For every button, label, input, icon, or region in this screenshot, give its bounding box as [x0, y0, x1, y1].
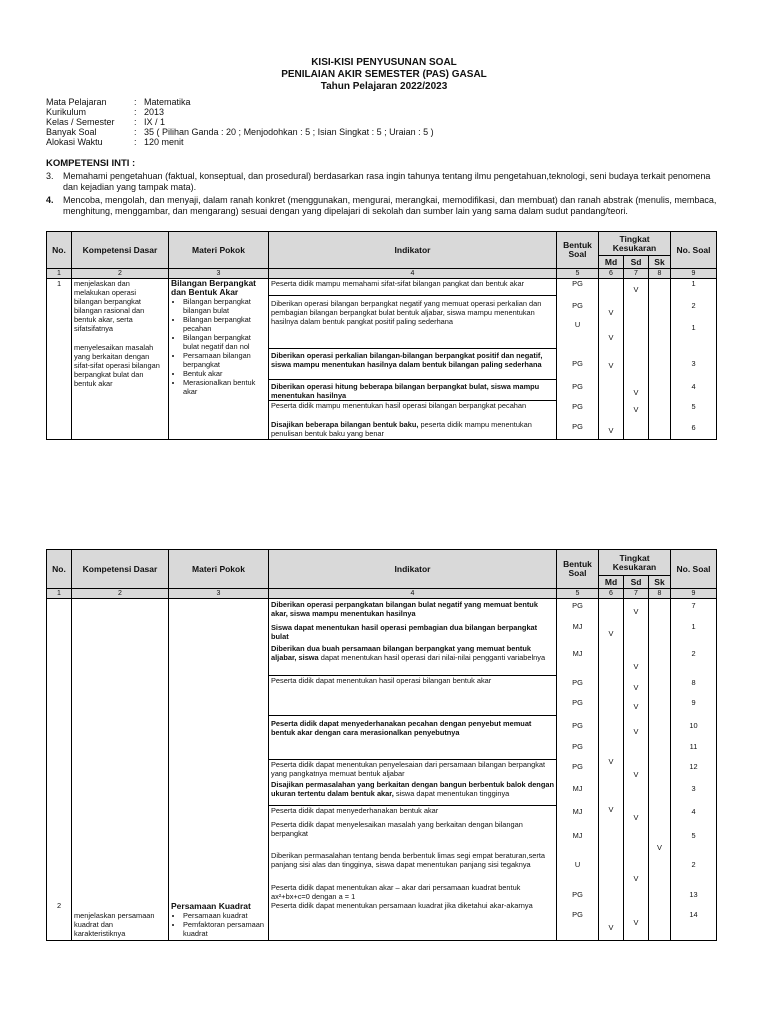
- ki-text-cont: menghitung, menggambar, dan mengarang) sesuai dengan yang dipelajari di sekolah dan sumber lain yang sama dalam sudut pandang/teori.: [63, 206, 628, 216]
- mp-item: • Bilangan berpangkat bilangan bulat: [183, 297, 266, 315]
- nosoal-value: 1: [691, 323, 696, 332]
- meta-value: 2013: [144, 107, 165, 117]
- col-kd-header: Kompetensi Dasar: [72, 232, 169, 269]
- indikator-text: Peserta didik dapat menentukan persamaan kuadrat jika diketahui akar-akarnya: [271, 901, 533, 910]
- bentuk-value: MJ: [572, 831, 583, 840]
- meta-row: [46, 117, 434, 127]
- row-number: 2: [47, 599, 72, 941]
- mp-item: • Bilangan berpangkat pecahan: [183, 315, 266, 333]
- col-no-header: No.: [47, 550, 72, 589]
- sk-check: V: [657, 843, 662, 852]
- col-mp-header: Materi Pokok: [169, 232, 269, 269]
- col-md-header: Md: [599, 576, 624, 589]
- bentuk-value: U: [574, 320, 581, 329]
- nosoal-value: 4: [691, 807, 696, 816]
- ki-text: Mencoba, mengolah, dan menyaji, dalam ranah konkret (menggunakan, mengurai, merangkai, memodifikasi, dan membuat) dan ranah abstrak (menulis, membaca,: [63, 195, 717, 205]
- col-mp-header: Materi Pokok: [169, 550, 269, 589]
- nosoal-value: 1: [691, 279, 696, 288]
- indikator-text: Diberikan permasalahan tentang benda berbentuk limas segi empat beraturan,serta panjang sisi alas dan tingginya, siswa dapat menentukan panjang sisi tegaknya: [271, 851, 546, 869]
- md-check: V: [608, 426, 614, 435]
- sd-check: V: [633, 662, 639, 671]
- nosoal-value: 12: [689, 762, 698, 771]
- sd-check: V: [633, 770, 639, 779]
- index-cell: 6: [599, 589, 624, 599]
- table-row: [47, 599, 717, 941]
- doc-year: Tahun Pelajaran 2022/2023: [320, 81, 448, 92]
- indikator-text: Peserta didik dapat menyederhanakan bentuk akar: [271, 806, 439, 815]
- indikator-cell-text: [269, 420, 556, 439]
- kd-text: menyelesaikan masalah yang berkaitan dengan sifat-sifat operasi bilangan berpangkat bulat dan bentuk akar: [74, 343, 160, 388]
- md-check: V: [608, 333, 614, 342]
- indikator-text: Diberikan operasi perkalian bilangan-bilangan berpangkat positif dan negatif, siswa mampu menentukan hasilnya dalam bentuk bilangan paling sederhana: [269, 349, 556, 380]
- nosoal-cell: [671, 599, 717, 941]
- sd-check: V: [633, 918, 639, 927]
- sd-cell: [624, 599, 649, 941]
- nosoal-value: 3: [691, 784, 696, 793]
- nosoal-value: 10: [689, 721, 698, 730]
- indikator-text: Siswa dapat menentukan hasil operasi pembagian dua bilangan berpangkat bulat: [271, 623, 538, 641]
- bentuk-value: MJ: [572, 622, 583, 631]
- bentuk-value: MJ: [572, 784, 583, 793]
- nosoal-value: 6: [691, 423, 696, 432]
- indikator-text: peserta didik mampu menentukan penulisan bentuk baku yang benar: [271, 420, 532, 438]
- meta-label: Mata Pelajaran: [46, 97, 107, 107]
- kd-text: menjelaskan dan melakukan operasi bilangan berpangkat bilangan rasional dan bentuk akar, serta sifatsifatnya: [74, 279, 145, 333]
- mp-cell: [169, 599, 269, 941]
- indikator-text: Peserta didik mampu menentukan hasil operasi bilangan berpangkat pecahan: [271, 401, 527, 410]
- index-cell: 3: [169, 269, 269, 279]
- meta-sep: :: [134, 117, 137, 127]
- mp-list: [171, 297, 266, 396]
- bentuk-value: PG: [572, 279, 583, 288]
- nosoal-value: 9: [691, 698, 696, 707]
- meta-sep: :: [134, 127, 137, 137]
- index-cell: 7: [624, 589, 649, 599]
- bentuk-value: PG: [572, 762, 583, 771]
- bentuk-value: MJ: [572, 807, 583, 816]
- indikator-text: Diberikan operasi hitung beberapa bilangan berpangkat bulat, siswa mampu menentukan hasilnya: [269, 380, 556, 401]
- sd-check: V: [633, 607, 639, 616]
- index-cell: 4: [269, 589, 557, 599]
- indikator-text: Diberikan operasi bilangan berpangkat negatif yang memuat operasi perkalian dan pembagian bilangan berpangkat bulat bentuk aljabar, siswa mampu menentukan hasilnya dalam bentuk pangkat positif paling sederhana: [271, 299, 542, 326]
- sd-check: V: [633, 405, 639, 414]
- nosoal-value: 5: [691, 831, 696, 840]
- sd-check: V: [633, 813, 639, 822]
- sk-cell: [649, 279, 671, 440]
- bentuk-value: PG: [572, 601, 583, 610]
- kompetensi-inti-heading: KOMPETENSI INTI :: [46, 158, 136, 169]
- md-check: V: [608, 308, 614, 317]
- mp-item: • Bentuk akar: [183, 369, 266, 378]
- index-cell: 7: [624, 269, 649, 279]
- indikator-cell: [269, 599, 557, 941]
- bentuk-value: PG: [572, 422, 583, 431]
- meta-value: 120 menit: [144, 137, 184, 147]
- col-bentuk-header: Bentuk Soal: [557, 232, 599, 269]
- indikator-text: dapat menentukan hasil operasi dari nilai-nilai pengganti variabelnya: [318, 653, 546, 662]
- mp-item: • Pemfaktoran persamaan kuadrat: [183, 920, 266, 938]
- ki-number: 4.: [46, 195, 54, 205]
- ki-3: [46, 171, 752, 193]
- indikator-cell: [269, 279, 557, 440]
- nosoal-value: 1: [691, 622, 696, 631]
- sd-cell: [624, 279, 649, 440]
- index-row: [47, 589, 717, 599]
- col-sk-header: Sk: [649, 576, 671, 589]
- col-sd-header: Sd: [624, 256, 649, 269]
- meta-row: [46, 107, 434, 117]
- bentuk-value: PG: [572, 382, 583, 391]
- col-kd-header: Kompetensi Dasar: [72, 550, 169, 589]
- sd-check: V: [633, 874, 639, 883]
- kd-cell: [72, 599, 169, 941]
- sd-check: V: [633, 683, 639, 692]
- meta-row: [46, 127, 434, 137]
- meta-label: Alokasi Waktu: [46, 137, 103, 147]
- meta-label: Banyak Soal: [46, 127, 97, 137]
- nosoal-value: 13: [689, 890, 698, 899]
- indikator-text: Peserta didik dapat menentukan hasil operasi bilangan bentuk akar: [269, 676, 556, 716]
- bentuk-value: MJ: [572, 649, 583, 658]
- col-md-header: Md: [599, 256, 624, 269]
- nosoal-value: 2: [691, 649, 696, 658]
- md-cell: [599, 279, 624, 440]
- meta-row: [46, 137, 434, 147]
- indikator-bold: Disajikan beberapa bilangan bentuk baku,: [271, 420, 419, 429]
- bentuk-value: PG: [572, 890, 583, 899]
- kd-text: menjelaskan persamaan kuadrat dan karakteristiknya: [74, 911, 155, 938]
- nosoal-value: 2: [691, 301, 696, 310]
- nosoal-value: 2: [691, 860, 696, 869]
- bentuk-value: PG: [572, 698, 583, 707]
- indikator-text: siswa dapat menentukan tingginya: [393, 789, 510, 798]
- kisi-table-2: [46, 549, 717, 941]
- bentuk-value: PG: [572, 742, 583, 751]
- mp-heading: Bilangan Berpangkat dan Bentuk Akar: [171, 278, 257, 297]
- sd-check: V: [633, 702, 639, 711]
- indikator-cell-text: [269, 644, 556, 676]
- ki-text-cont: dan kejadian yang tampak mata).: [63, 182, 197, 192]
- index-cell: 6: [599, 269, 624, 279]
- col-nosoal-header: No. Soal: [671, 550, 717, 589]
- mp-item: • Bilangan berpangkat bulat negatif dan nol: [183, 333, 266, 351]
- meta-label: Kurikulum: [46, 107, 87, 117]
- bentuk-value: PG: [572, 678, 583, 687]
- index-cell: 8: [649, 269, 671, 279]
- mp-item: • Persamaan bilangan berpangkat: [183, 351, 266, 369]
- nosoal-value: 11: [689, 742, 698, 751]
- index-cell: 3: [169, 589, 269, 599]
- indikator-text: Peserta didik dapat menyelesaikan masalah yang berkaitan dengan bilangan berpangkat: [271, 820, 523, 838]
- mp-list: [171, 911, 266, 938]
- md-check: V: [608, 923, 614, 932]
- meta-value: 35 ( Pilihan Ganda : 20 ; Menjodohkan : 5 ; Isian Singkat : 5 ; Uraian : 5 ): [144, 127, 434, 137]
- indikator-text: Diberikan operasi perpangkatan bilangan bulat negatif yang memuat bentuk akar, siswa mampu menentukan hasilnya: [271, 600, 538, 618]
- mp-heading: Persamaan Kuadrat: [171, 901, 251, 911]
- indikator-text: Peserta didik dapat menentukan penyelesaian dari persamaan bilangan berpangkat yang pangkatnya memuat bentuk aljabar: [271, 760, 546, 778]
- sd-check: V: [633, 285, 639, 294]
- nosoal-value: 3: [691, 359, 696, 368]
- indikator-text: Peserta didik dapat menentukan akar – akar dari persamaan kuadrat bentuk ax²+bx+c=0 dengan a = 1: [271, 883, 521, 901]
- sd-check: V: [633, 727, 639, 736]
- bentuk-cell: [557, 599, 599, 941]
- doc-title: KISI-KISI PENYUSUNAN SOAL: [311, 57, 457, 68]
- meta-sep: :: [134, 137, 137, 147]
- md-check: V: [608, 629, 614, 638]
- sd-check: V: [633, 388, 639, 397]
- index-cell: 1: [47, 269, 72, 279]
- bentuk-cell: [557, 279, 599, 440]
- col-indikator-header: Indikator: [269, 232, 557, 269]
- ki-4: [46, 195, 752, 217]
- indikator-bold: Disajikan permasalahan yang berkaitan dengan bangun berbentuk balok dengan ukuran tertentu dalam bentuk akar,: [271, 780, 554, 798]
- bentuk-value: U: [574, 860, 581, 869]
- col-sd-header: Sd: [624, 576, 649, 589]
- index-cell: 4: [269, 269, 557, 279]
- doc-subtitle: PENILAIAN AKIR SEMESTER (PAS) GASAL: [281, 69, 487, 80]
- index-cell: 8: [649, 589, 671, 599]
- md-cell: [599, 599, 624, 941]
- nosoal-value: 7: [691, 601, 696, 610]
- bentuk-value: PG: [572, 359, 583, 368]
- index-cell: 1: [47, 589, 72, 599]
- mp-cell: [169, 279, 269, 440]
- index-cell: 2: [72, 589, 169, 599]
- index-cell: 9: [671, 269, 717, 279]
- nosoal-value: 8: [691, 678, 696, 687]
- nosoal-cell: [671, 279, 717, 440]
- ki-text: Memahami pengetahuan (faktual, konseptual, dan prosedural) berdasarkan rasa ingin tahunya tentang ilmu pengetahuan,teknologi, seni budaya terkait penomena: [63, 171, 711, 181]
- index-cell: 5: [557, 269, 599, 279]
- index-cell: 9: [671, 589, 717, 599]
- col-tingkat-header: Tingkat Kesukaran: [599, 550, 671, 576]
- meta-value: IX / 1: [144, 117, 166, 127]
- indikator-text: Peserta didik mampu memahami sifat-sifat bilangan pangkat dan bentuk akar: [269, 279, 556, 296]
- meta-label: Kelas / Semester: [46, 117, 115, 127]
- col-sk-header: Sk: [649, 256, 671, 269]
- mp-item: • Persamaan kuadrat: [183, 911, 266, 920]
- ki-number: 3.: [46, 171, 54, 181]
- sk-cell: [649, 599, 671, 941]
- md-check: V: [608, 805, 614, 814]
- index-cell: 2: [72, 269, 169, 279]
- col-tingkat-header: Tingkat Kesukaran: [599, 232, 671, 256]
- meta-row: [46, 97, 434, 107]
- meta-sep: :: [134, 97, 137, 107]
- indikator-bold: Diberikan dua buah persamaan bilangan berpangkat yang memuat bentuk aljabar, siswa: [271, 644, 531, 662]
- mp-item: • Merasionalkan bentuk akar: [183, 378, 266, 396]
- indikator-cell-text: [269, 780, 556, 806]
- bentuk-value: PG: [572, 301, 583, 310]
- bentuk-value: PG: [572, 910, 583, 919]
- meta-sep: :: [134, 107, 137, 117]
- bentuk-value: PG: [572, 721, 583, 730]
- index-row: [47, 269, 717, 279]
- meta-value: Matematika: [144, 97, 191, 107]
- kd-cell: [72, 279, 169, 440]
- nosoal-value: 4: [691, 382, 696, 391]
- row-number: 1: [47, 279, 72, 440]
- indikator-text: Peserta didik dapat menyederhanakan pecahan dengan penyebut memuat bentuk akar dengan cara merasionalkan penyebutnya: [269, 716, 556, 760]
- nosoal-value: 5: [691, 402, 696, 411]
- nosoal-value: 14: [689, 910, 698, 919]
- table-row: [47, 279, 717, 440]
- col-bentuk-header: Bentuk Soal: [557, 550, 599, 589]
- meta-info: [46, 97, 434, 147]
- col-indikator-header: Indikator: [269, 550, 557, 589]
- md-check: V: [608, 757, 614, 766]
- md-check: V: [608, 361, 614, 370]
- kisi-table-1: [46, 231, 717, 440]
- bentuk-value: PG: [572, 402, 583, 411]
- index-cell: 5: [557, 589, 599, 599]
- col-nosoal-header: No. Soal: [671, 232, 717, 269]
- col-no-header: No.: [47, 232, 72, 269]
